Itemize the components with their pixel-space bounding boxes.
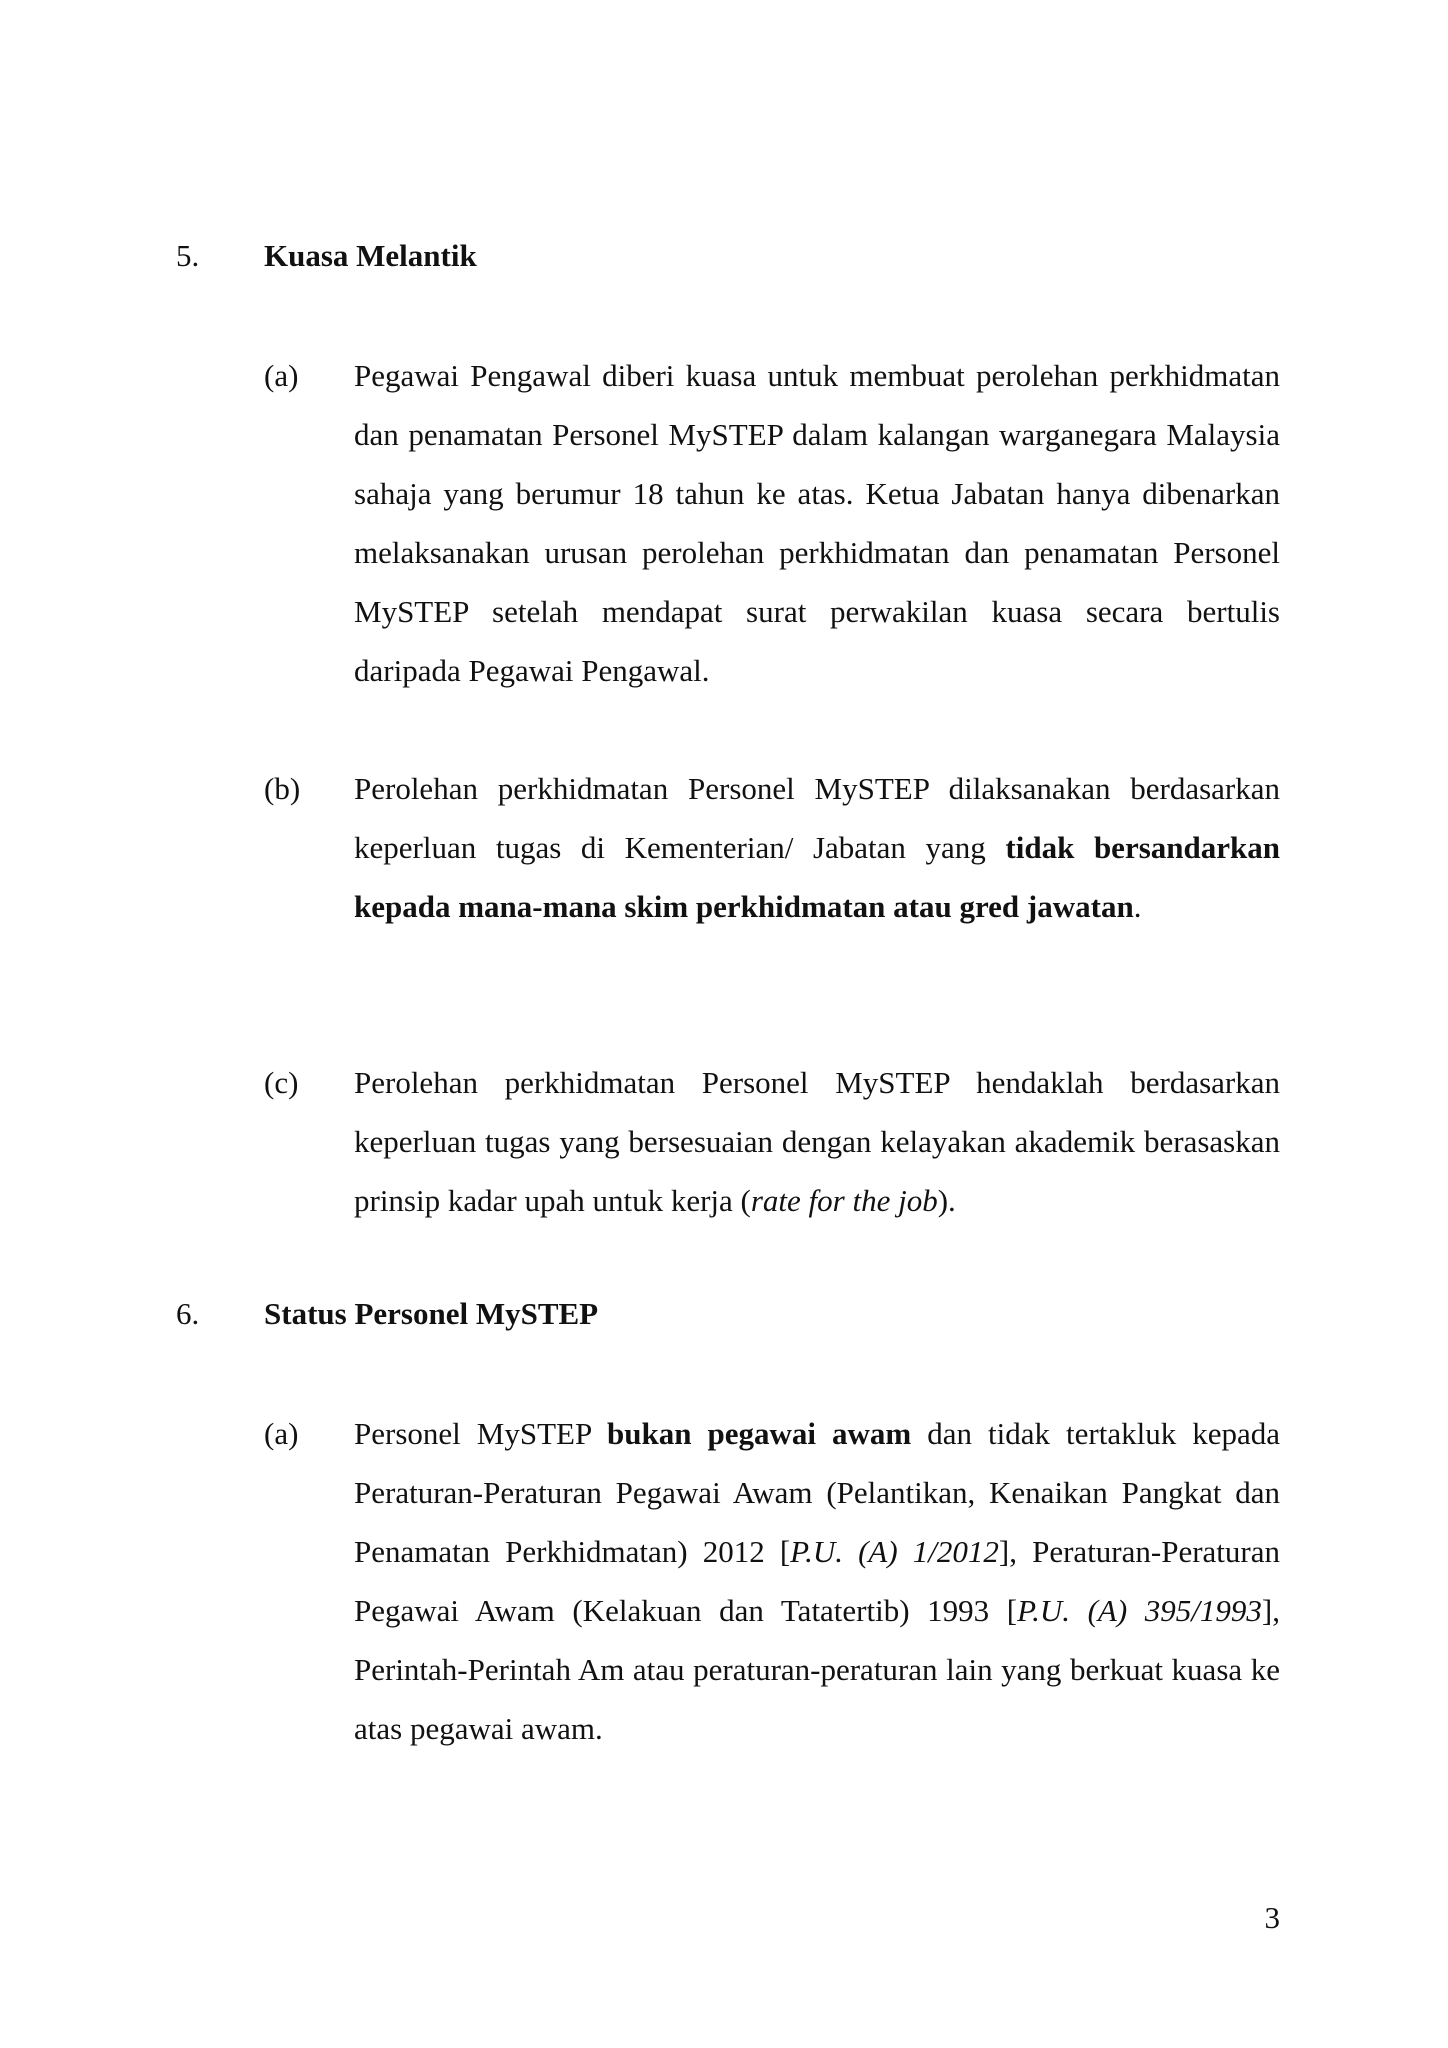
section-6-heading: [176, 1294, 598, 1334]
clause-5b-text-bold: tidak bersandarkan kepada mana-mana skim perkhidmatan atau gred jawatan: [354, 830, 1280, 924]
clause-6a-text-bold: bukan pegawai awam: [607, 1416, 912, 1451]
clause-5b-text-end: .: [1133, 889, 1142, 924]
clause-5c-label: (c): [264, 1065, 299, 1100]
clause-6a-label: (a): [264, 1416, 299, 1451]
clause-5b-text: [354, 759, 1280, 936]
section-5-number: 5.: [176, 238, 200, 273]
clause-5a-text: Pegawai Pengawal diberi kuasa untuk membuat perolehan perkhidmatan dan penamatan Personel MySTEP dalam kalangan warganegara Malaysia sahaja yang berumur 18 tahun ke atas. Ketua Jabatan hanya dibenarkan melaksanakan urusan perolehan perkhidmatan dan penamatan Personel MySTEP setelah mendapat surat perwakilan kuasa secara bertulis daripada Pegawai Pengawal.: [354, 358, 1280, 688]
clause-6a-citation-2: P.U. (A) 395/1993: [1017, 1593, 1262, 1628]
clause-6a-text-2: dan tidak tertakluk kepada Peraturan-Peraturan Pegawai Awam (Pelantikan, Kenaikan Pangkat dan Penamatan Perkhidmatan) 2012 [: [354, 1416, 1280, 1569]
clause-6a-text-1: Personel MySTEP: [354, 1416, 608, 1451]
clause-5b-text-plain: Perolehan perkhidmatan Personel MySTEP dilaksanakan berdasarkan keperluan tugas di Kementerian/ Jabatan yang: [354, 771, 1280, 865]
clause-5c-text-italic: rate for the job: [750, 1183, 938, 1218]
section-6-number: 6.: [176, 1296, 200, 1331]
clause-6a-text-3: ], Peraturan-Peraturan Pegawai Awam (Kelakuan dan Tatatertib) 1993 [: [354, 1534, 1280, 1628]
clause-5c-text-end: ).: [937, 1183, 956, 1218]
clause-5a-label: (a): [264, 358, 299, 393]
clause-6a-text: [354, 1404, 1280, 1758]
section-6-title: Status Personel MySTEP: [264, 1296, 599, 1331]
section-5-title: Kuasa Melantik: [264, 238, 477, 273]
clause-6a-text-4: ], Perintah-Perintah Am atau peraturan-peraturan lain yang berkuat kuasa ke atas pegawai awam.: [354, 1593, 1280, 1746]
clause-6a-citation-1: P.U. (A) 1/2012: [790, 1534, 999, 1569]
clause-5c-text-plain: Perolehan perkhidmatan Personel MySTEP hendaklah berdasarkan keperluan tugas yang bersesuaian dengan kelayakan akademik berasaskan prinsip kadar upah untuk kerja (: [354, 1065, 1280, 1218]
clause-5c-text: [354, 1053, 1280, 1230]
section-5-heading: [176, 236, 477, 276]
clause-5b-label: (b): [264, 771, 301, 806]
page-number: 3: [1264, 1900, 1280, 1935]
